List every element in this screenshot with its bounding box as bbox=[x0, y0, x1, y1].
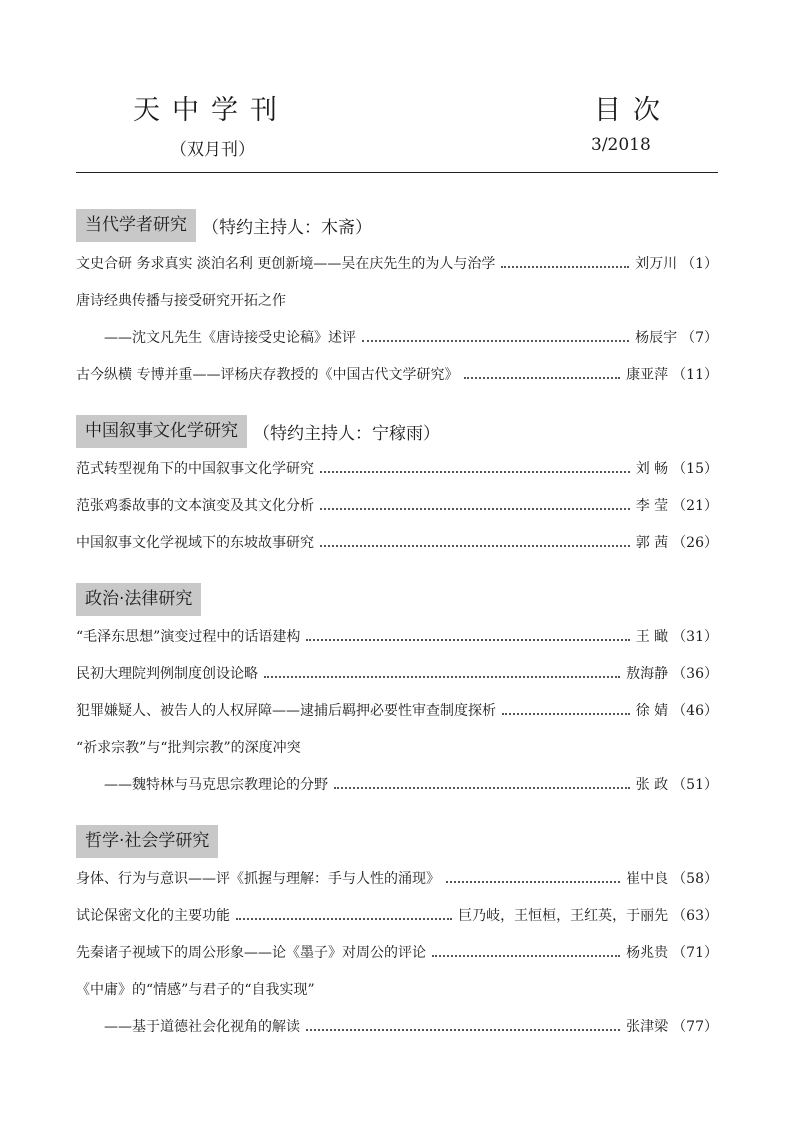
toc-entry[interactable] bbox=[76, 624, 718, 648]
entry-title: 唐诗经典传播与接受研究开拓之作 bbox=[76, 293, 286, 309]
entry-title: 民初大理院判例制度创设论略 bbox=[76, 666, 258, 682]
dot-leader bbox=[501, 266, 629, 268]
entry-author: 张 政 bbox=[635, 777, 669, 793]
entry-author: 张津梁 bbox=[626, 1019, 669, 1035]
issue-number: 3/2018 bbox=[591, 135, 651, 155]
entry-author: 康亚萍 bbox=[626, 367, 669, 383]
entry-author: 郭 茜 bbox=[635, 535, 669, 551]
entry-title: 中国叙事文化学视域下的东坡故事研究 bbox=[76, 535, 314, 551]
entry-author: 徐 婧 bbox=[635, 703, 669, 719]
entry-page: （46） bbox=[672, 703, 718, 719]
section-title: 政治·法律研究 bbox=[76, 583, 201, 616]
section-header bbox=[76, 209, 372, 242]
toc-entry[interactable] bbox=[76, 456, 718, 480]
dot-leader bbox=[264, 676, 620, 678]
section-header bbox=[76, 583, 207, 616]
dot-leader bbox=[334, 787, 630, 789]
entry-author: 王 瞰 bbox=[635, 629, 669, 645]
journal-title: 天中学刊 bbox=[133, 95, 289, 126]
entry-author: 刘 畅 bbox=[635, 461, 669, 477]
entry-page: （11） bbox=[672, 367, 718, 383]
toc-title: 目次 bbox=[594, 95, 672, 126]
entry-author: 杨辰宇 bbox=[635, 330, 678, 346]
entry-title: 古今纵横 专博并重——评杨庆存教授的《中国古代文学研究》 bbox=[76, 367, 459, 383]
entry-title: 试论保密文化的主要功能 bbox=[76, 908, 230, 924]
section-title: 中国叙事文化学研究 bbox=[76, 415, 247, 448]
entry-title: 范张鸡黍故事的文本演变及其文化分析 bbox=[76, 498, 314, 514]
toc-entry[interactable] bbox=[76, 362, 718, 386]
entry-title: “毛泽东思想”演变过程中的话语建构 bbox=[76, 629, 301, 645]
toc-entry[interactable] bbox=[76, 661, 718, 685]
toc-entry[interactable] bbox=[76, 977, 315, 1001]
section-header bbox=[76, 415, 440, 448]
toc-entry[interactable] bbox=[76, 903, 718, 927]
toc-entry[interactable] bbox=[76, 940, 718, 964]
dot-leader bbox=[320, 471, 630, 473]
dot-leader bbox=[306, 1029, 620, 1031]
entry-page: （21） bbox=[672, 498, 718, 514]
entry-author: 刘万川 bbox=[635, 256, 678, 272]
entry-title: 先秦诸子视域下的周公形象——论《墨子》对周公的评论 bbox=[76, 945, 426, 961]
dot-leader bbox=[320, 508, 630, 510]
header-divider bbox=[76, 172, 718, 173]
entry-title: 身体、行为与意识——评《抓握与理解：手与人性的涌现》 bbox=[76, 871, 440, 887]
entry-page: （63） bbox=[672, 908, 718, 924]
entry-page: （77） bbox=[672, 1019, 718, 1035]
dot-leader bbox=[320, 545, 630, 547]
section-title: 哲学·社会学研究 bbox=[76, 825, 218, 858]
entry-page: （71） bbox=[672, 945, 718, 961]
entry-title: “祈求宗教”与“批判宗教”的深度冲突 bbox=[76, 740, 301, 756]
toc-entry[interactable] bbox=[76, 866, 718, 890]
toc-entry[interactable] bbox=[104, 325, 718, 349]
section-host: （特约主持人：木斋） bbox=[202, 218, 372, 238]
entry-author: 巨乃岐，王恒桓，王红英，于丽先 bbox=[458, 908, 669, 924]
dot-leader bbox=[502, 713, 630, 715]
entry-author: 李 莹 bbox=[635, 498, 669, 514]
entry-page: （1） bbox=[681, 256, 718, 272]
entry-title: 文史合研 务求真实 淡泊名利 更创新境——吴在庆先生的为人与治学 bbox=[76, 256, 496, 272]
dot-leader bbox=[432, 955, 620, 957]
dot-leader bbox=[362, 340, 629, 342]
toc-entry[interactable] bbox=[104, 772, 718, 796]
section-header bbox=[76, 825, 224, 858]
publication-frequency: （双月刊） bbox=[170, 140, 255, 160]
entry-author: 崔中良 bbox=[626, 871, 669, 887]
toc-entry[interactable] bbox=[104, 1014, 718, 1038]
dot-leader bbox=[236, 918, 452, 920]
entry-title: ——魏特林与马克思宗教理论的分野 bbox=[104, 777, 328, 793]
toc-entry[interactable] bbox=[76, 698, 718, 722]
section-host: （特约主持人：宁稼雨） bbox=[253, 424, 440, 444]
entry-title: 范式转型视角下的中国叙事文化学研究 bbox=[76, 461, 314, 477]
entry-author: 敖海静 bbox=[626, 666, 669, 682]
entry-title: ——基于道德社会化视角的解读 bbox=[104, 1019, 300, 1035]
entry-page: （15） bbox=[672, 461, 718, 477]
toc-entry[interactable] bbox=[76, 493, 718, 517]
entry-page: （7） bbox=[681, 330, 718, 346]
entry-page: （36） bbox=[672, 666, 718, 682]
entry-page: （31） bbox=[672, 629, 718, 645]
dot-leader bbox=[306, 639, 629, 641]
entry-page: （26） bbox=[672, 535, 718, 551]
section-title: 当代学者研究 bbox=[76, 209, 196, 242]
toc-entry[interactable] bbox=[76, 251, 718, 275]
toc-entry[interactable] bbox=[76, 735, 301, 759]
entry-title: ——沈文凡先生《唐诗接受史论稿》述评 bbox=[104, 330, 356, 346]
dot-leader bbox=[464, 377, 620, 379]
dot-leader bbox=[446, 881, 620, 883]
toc-entry[interactable] bbox=[76, 530, 718, 554]
entry-author: 杨兆贵 bbox=[626, 945, 669, 961]
entry-title: 《中庸》的“情感”与君子的“自我实现” bbox=[76, 982, 315, 998]
entry-page: （51） bbox=[672, 777, 718, 793]
toc-entry[interactable] bbox=[76, 288, 286, 312]
entry-title: 犯罪嫌疑人、被告人的人权屏障——逮捕后羁押必要性审查制度探析 bbox=[76, 703, 496, 719]
entry-page: （58） bbox=[672, 871, 718, 887]
